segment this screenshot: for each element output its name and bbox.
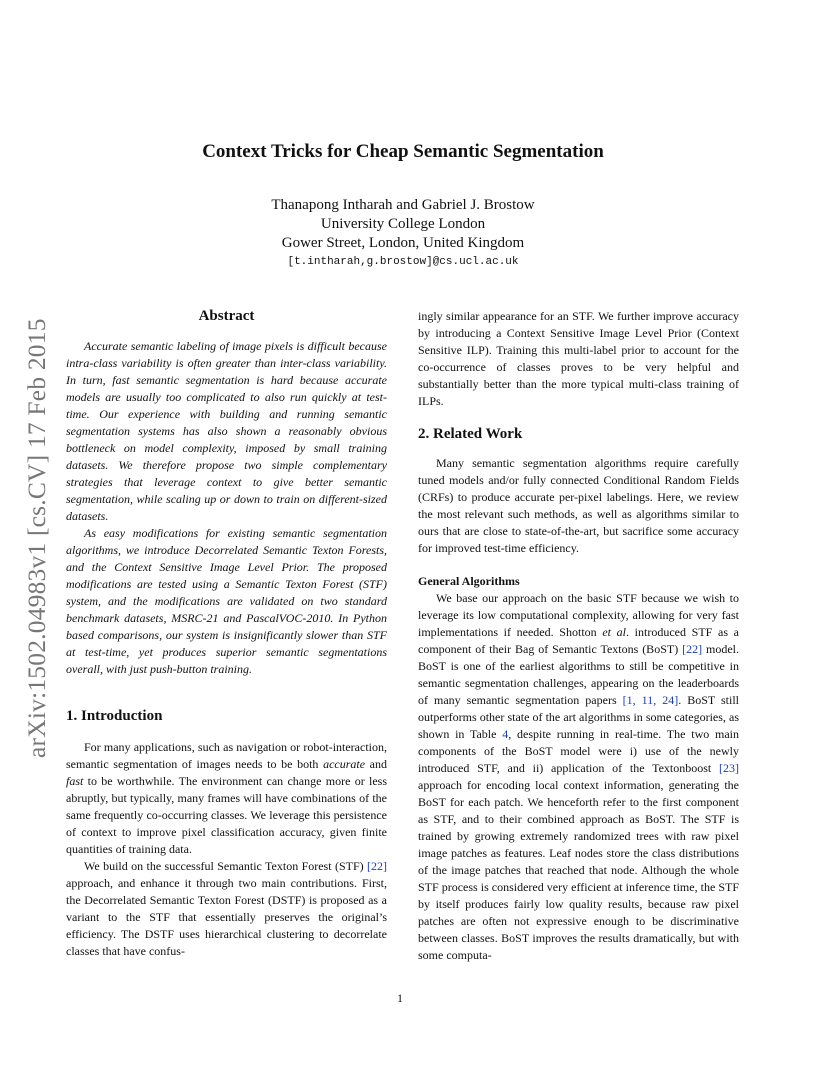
right-column	[418, 308, 739, 964]
abstract-heading: Abstract	[198, 308, 255, 324]
related-paragraph-2	[418, 590, 739, 964]
author-block	[0, 196, 806, 253]
text-run: . BoST still outperforms other state of the art algorithms in some categories, as shown in Table	[418, 693, 740, 741]
emphasis-et-al: et al	[602, 625, 626, 639]
related-paragraph-1: Many semantic segmentation algorithms require carefully tuned models and/or fully connected Conditional Random Fields (CRFs) to produce accurate per-pixel labelings. Here, we review the most relevant such methods, as well as algorithms similar to ours that are close to state-of-the-art, but sacrifice some accuracy for improved test-time efficiency.	[418, 456, 739, 555]
paper-title: Context Tricks for Cheap Semantic Segmentation	[202, 141, 604, 162]
emphasis-accurate: accurate	[323, 757, 366, 771]
general-algorithms-heading: General Algorithms	[418, 574, 520, 588]
author-address: Gower Street, London, United Kingdom	[281, 235, 525, 251]
page-number: 1	[397, 991, 403, 1005]
author-affiliation: University College London	[320, 216, 486, 232]
abstract-paragraph-1: Accurate semantic labeling of image pixels is difficult because intra-class variability is often greater than inter-class variability. In turn, fast semantic segmentation is hard because accurate models are usually too complicated to also run quickly at test-time. Our experience with building and running semantic segmentation systems has also shown a reasonably obvious bottleneck on model complexity, imposed by small training datasets. We therefore propose two simple complementary strategies that leverage context to give better semantic segmentation, while scaling up or down to train on different-sized datasets.	[66, 339, 387, 523]
abstract-paragraph-2: As easy modifications for existing semantic segmentation algorithms, we introduce Decorrelated Semantic Texton Forests, and the Context Sensitive Image Level Prior. The proposed modifications are tested using a Semantic Texton Forest (STF) system, and the modifications are validated on two standard benchmark datasets, MSRC-21 and PascalVOC-2010. In Python based comparisons, our system is insignificantly slower than STF at test-time, yet produces superior semantic segmentations overall, with just push-button training.	[66, 526, 387, 676]
introduction-heading: 1. Introduction	[66, 708, 163, 724]
introduction-section	[66, 708, 387, 960]
text-run: For many applications, such as navigation or robot-interaction, semantic segmentation of images needs to be both	[66, 740, 387, 771]
related-work-heading: 2. Related Work	[418, 426, 523, 442]
text-run: We base our approach on the basic STF because we wish to leverage its low computational complexity, allowing for very fast implementations if needed. Shotton	[418, 591, 739, 639]
intro-continuation: ingly similar appearance for an STF. We further improve accuracy by introducing a Context Sensitive Image Level Prior (Context Sensitive ILP). Training this multi-label prior to account for the co-occurrence of classes proves to be very helpful and substantially better than the more typical multi-class training of ILPs.	[418, 309, 739, 408]
intro-paragraph-1	[66, 739, 387, 858]
author-names: Thanapong Intharah and Gabriel J. Brostow	[271, 197, 535, 213]
author-email: [t.intharah,g.brostow]@cs.ucl.ac.uk	[287, 256, 519, 268]
left-column	[66, 300, 387, 960]
table-reference-link[interactable]: 4	[502, 727, 509, 741]
text-run: approach for encoding local context information, generating the BoST for each patch. We henceforth refer to the first component as STF, and to their combined approach as BoST. The STF is trained by growing extremely randomized trees with raw pixel image patches as features. Leaf nodes store the class distributions of the image patches that reached that node. Although the whole STF process is considered very efficient at inference time, the STF by itself produces fairly low quality results, because raw pixel patches are often not expressive enough to be discriminative between classes. BoST improves the results dramatically, but with some computa-	[418, 778, 739, 962]
emphasis-fast: fast	[66, 774, 84, 788]
citation-link[interactable]: [22]	[367, 859, 387, 873]
abstract-section	[66, 308, 387, 678]
arxiv-identifier: arXiv:1502.04983v1 [cs.CV] 17 Feb 2015	[22, 318, 51, 758]
text-run: , despite running in real-time. The two main components of the BoST model were i) use of the newly introduced STF, and ii) application of the Textonboost	[418, 727, 739, 775]
citation-link[interactable]: [1, 11, 24]	[622, 693, 679, 707]
text-run: We build on the successful Semantic Texton Forest (STF)	[84, 859, 367, 873]
intro-paragraph-2	[66, 858, 387, 960]
citation-link[interactable]: [22]	[682, 642, 703, 656]
text-run: and	[365, 757, 388, 771]
citation-link[interactable]: [23]	[719, 761, 739, 775]
text-run: model. BoST is one of the earliest algorithms to still be competitive in semantic segmentation challenges, appearing on the leaderboards of many semantic segmentation papers	[418, 642, 739, 707]
right-column-body	[418, 308, 739, 964]
text-run: . introduced STF as a component of their Bag of Semantic Textons (BoST)	[418, 625, 739, 656]
text-run: approach, and enhance it through two main contributions. First, the Decorrelated Semantic Texton Forest (DSTF) is proposed as a variant to the STF that essentially preserves the original’s efficiency. The DSTF uses hierarchical clustering to decorrelate classes that have confus-	[66, 876, 387, 958]
text-run: to be worthwhile. The environment can change more or less abruptly, but typically, many frames will have combinations of the same frequently co-occurring classes. We leverage this persistence of context to improve pixel classification accuracy, given finite quantities of training data.	[66, 774, 387, 856]
